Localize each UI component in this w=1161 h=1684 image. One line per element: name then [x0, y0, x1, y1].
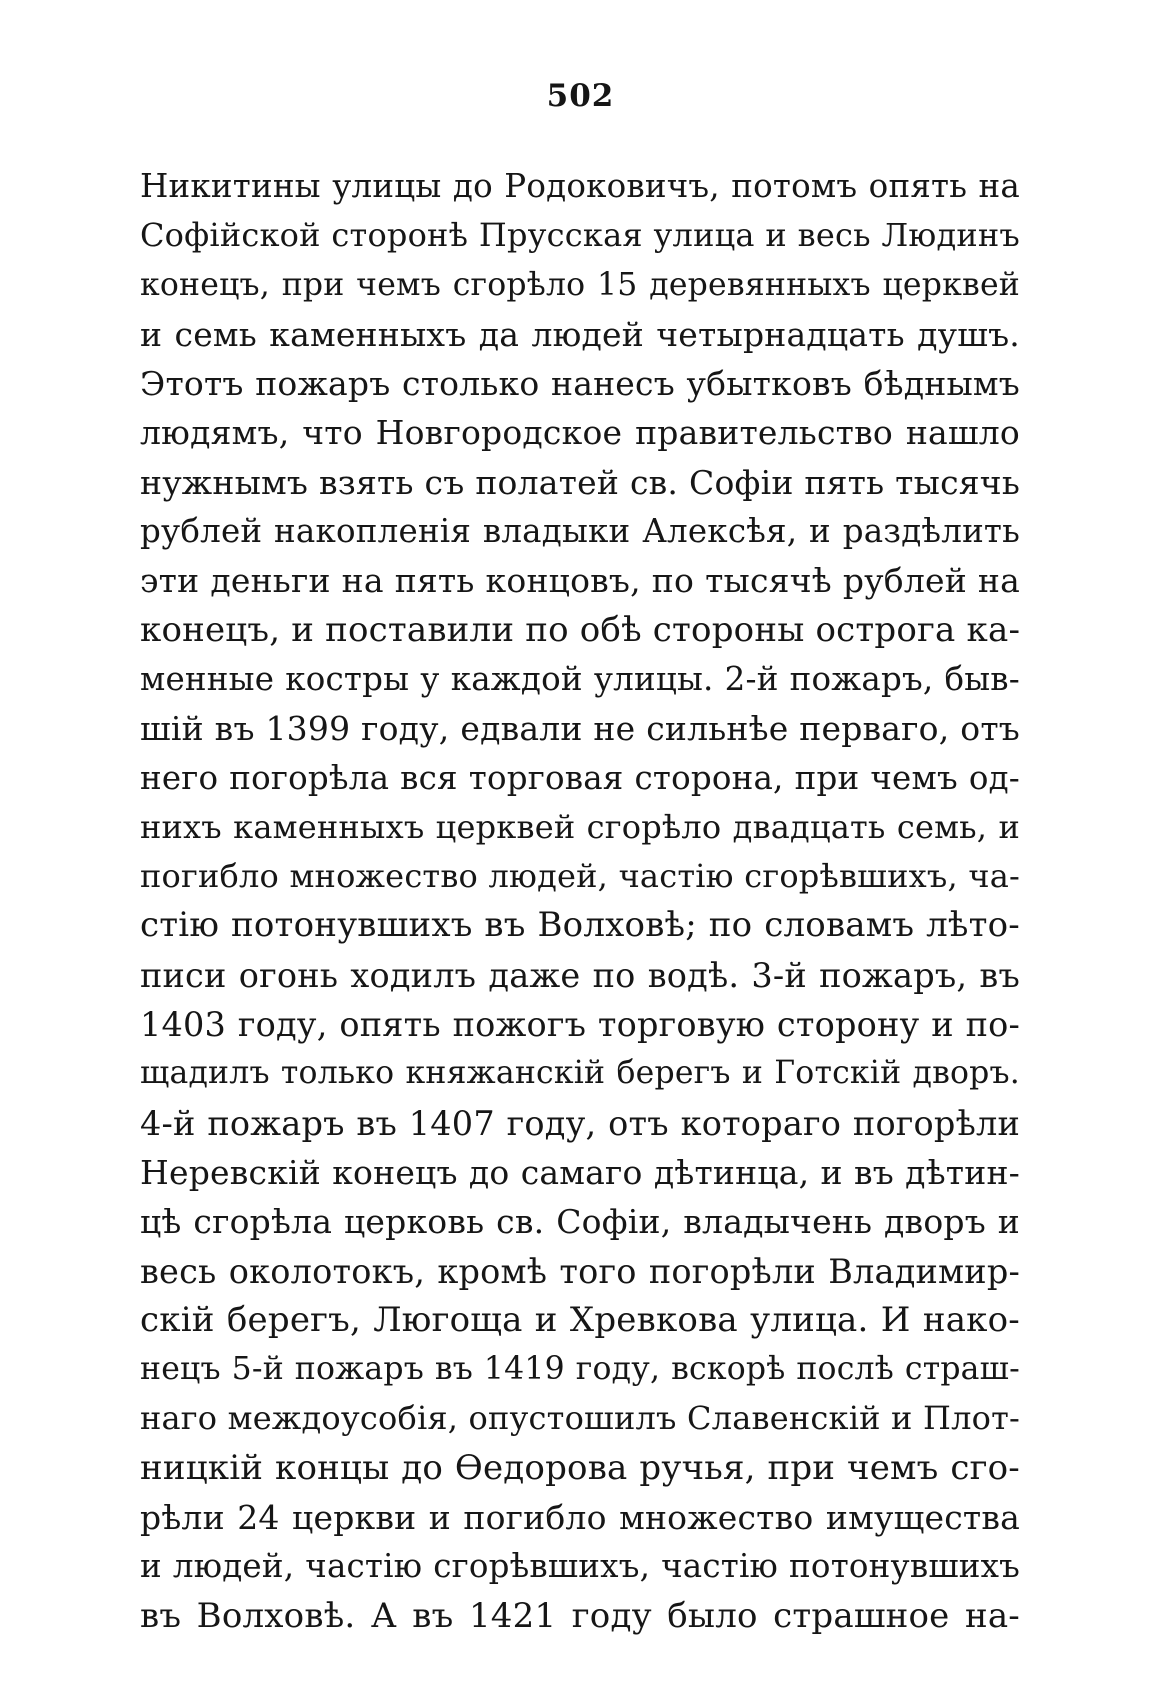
text-line: скій берегъ, Люгоща и Хревкова улица. И нако-: [140, 1299, 1020, 1340]
page-number: 502: [546, 78, 615, 114]
text-line: людямъ, что Новгородское правительство нашло: [140, 413, 1020, 453]
text-line: эти деньги на пять концовъ, по тысячѣ рублей на: [140, 561, 1020, 601]
text-line: Этотъ пожаръ столько нанесъ убытковъ бѣднымъ: [140, 364, 1020, 404]
text-line: Неревскій конецъ до самаго дѣтинца, и въ дѣтин-: [140, 1152, 1020, 1192]
text-line: Никитины улицы до Родоковичъ, потомъ опять на: [140, 167, 1020, 205]
text-line: него погорѣла вся торговая сторона, при чемъ од-: [140, 758, 1020, 797]
text-line: рѣли 24 церкви и погибло множество имущества: [140, 1498, 1020, 1538]
text-line: Софійской сторонѣ Прусская улица и весь Людинъ: [140, 216, 1020, 255]
text-line: писи огонь ходилъ даже по водѣ. 3-й пожаръ, въ: [140, 955, 1020, 995]
body-text: [140, 162, 1020, 1641]
text-line: нужнымъ взять съ полатей св. Софіи пять тысячь: [140, 462, 1020, 502]
text-line: нецъ 5-й пожаръ въ 1419 году, вскорѣ послѣ страш-: [140, 1351, 1020, 1388]
text-line: стію потонувшихъ въ Волховѣ; по словамъ лѣто-: [140, 905, 1020, 946]
text-line: рублей накопленія владыки Алексѣя, и раздѣлить: [140, 512, 1020, 551]
text-line: конецъ, при чемъ сгорѣло 15 деревянныхъ церквей: [140, 266, 1020, 303]
text-line: щадилъ только княжанскій берегъ и Готскій дворъ.: [140, 1055, 1020, 1092]
text-line: 1403 году, опять пожогъ торговую сторону и по-: [140, 1005, 1020, 1045]
text-line: ницкій концы до Ѳедорова ручья, при чемъ сго-: [140, 1447, 1020, 1488]
text-line: конецъ, и поставили по обѣ стороны острога ка-: [140, 609, 1021, 650]
text-line: въ Волховѣ. А въ 1421 году было страшное на-: [140, 1595, 1020, 1636]
text-line: и людей, частію сгорѣвшихъ, частію потонувшихъ: [140, 1547, 1020, 1586]
text-line: и семь каменныхъ да людей четырнадцать душъ.: [140, 314, 1020, 354]
text-line: наго междоусобія, опустошилъ Славенскій и Плот-: [140, 1399, 1020, 1438]
text-line: 4-й пожаръ въ 1407 году, отъ котораго погорѣли: [140, 1103, 1020, 1143]
text-line: весь околотокъ, кромѣ того погорѣли Владимир-: [140, 1251, 1020, 1291]
text-line: шій въ 1399 году, едвали не сильнѣе перваго, отъ: [140, 709, 1020, 749]
text-line: менные костры у каждой улицы. 2-й пожаръ, быв-: [140, 659, 1020, 698]
text-line: нихъ каменныхъ церквей сгорѣло двадцать семь, и: [140, 807, 1020, 846]
text-line: погибло множество людей, частію сгорѣвшихъ, ча-: [140, 857, 1020, 896]
text-line: цѣ сгорѣла церковь св. Софіи, владычень дворъ и: [140, 1202, 1020, 1242]
